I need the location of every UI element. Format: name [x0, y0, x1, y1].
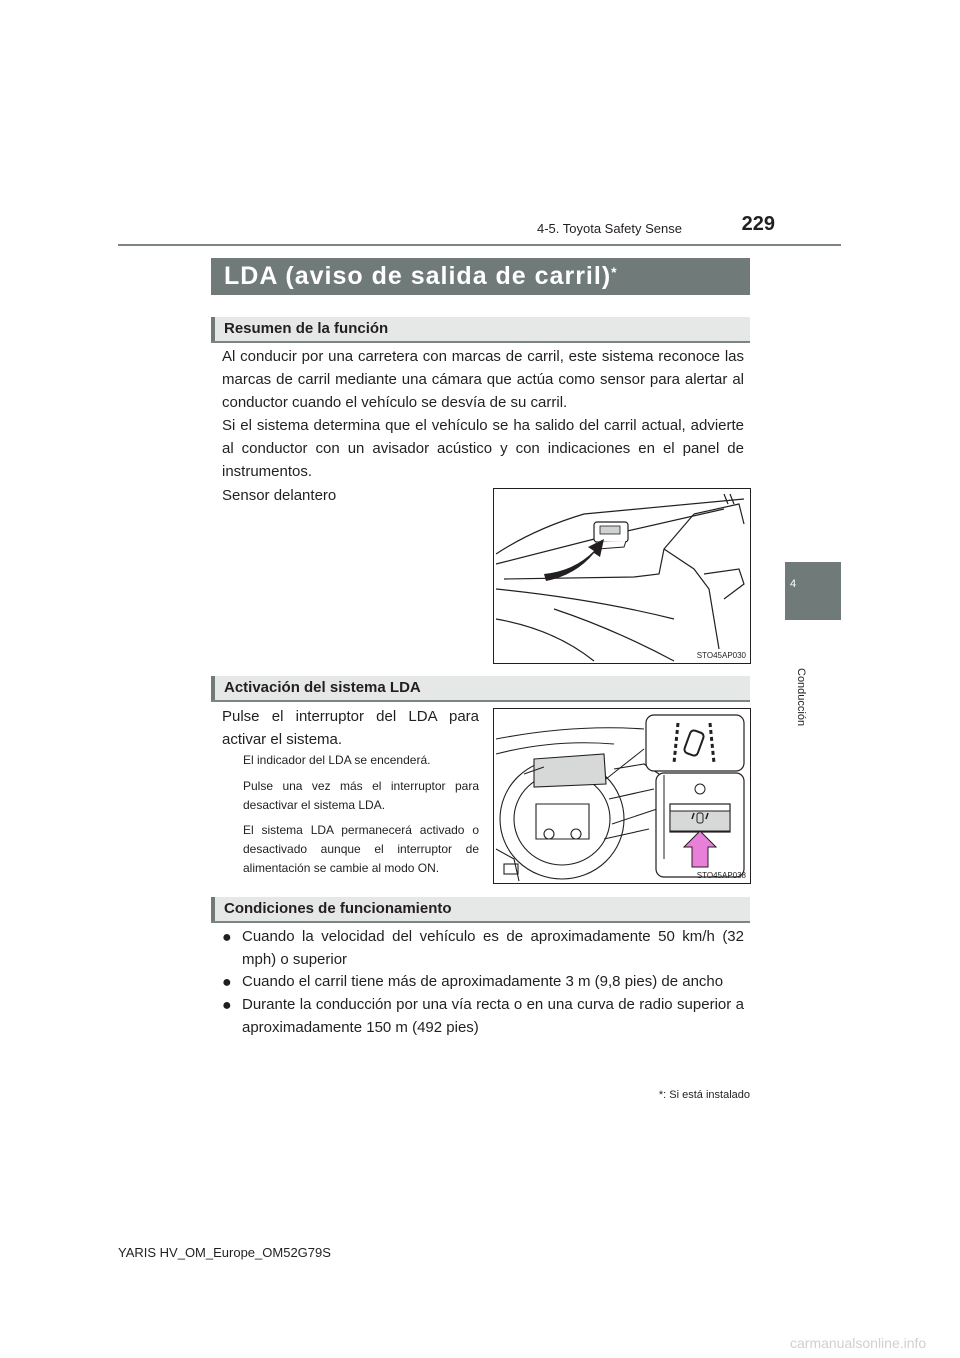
page-number: 229: [741, 213, 775, 235]
callout-line: [606, 749, 644, 779]
summary-paragraph-2: Si el sistema determina que el vehículo se ha salido del carril actual, advierte al conductor con un avisador acústico y con indicaciones en el panel de instrumentos.: [222, 417, 744, 480]
footnote-text: : Si está instalado: [663, 1089, 750, 1101]
lda-indicator-callout: [646, 715, 744, 771]
condition-bullet-2: [222, 970, 744, 993]
page-title-text: LDA (aviso de salida de carril): [224, 262, 612, 290]
figure-front-sensor: [493, 488, 751, 664]
activation-note-3: El sistema LDA permanecerá activado o desactivado aunque el interruptor de alimentación se cambie al modo ON.: [243, 823, 479, 875]
section-heading-text: Condiciones de funcionamiento: [224, 900, 452, 917]
document-id: YARIS HV_OM_Europe_OM52G79S: [118, 1245, 331, 1260]
section-heading-activation: [211, 676, 750, 702]
dashboard-illustration: [494, 709, 750, 883]
pointer-arrow: [544, 539, 604, 581]
header-rule: [118, 244, 841, 246]
lda-switch-callout: [656, 773, 744, 877]
title-asterisk: *: [611, 264, 618, 280]
watermark: carmanualsonline.info: [790, 1335, 927, 1351]
activation-instruction: Pulse el interruptor del LDA para activar el sistema.: [222, 708, 479, 748]
chapter-tab: [785, 562, 841, 620]
chapter-label: Conducción: [795, 668, 807, 727]
chapter-label-wrap: [793, 668, 813, 788]
summary-paragraph-1: Al conducir por una carretera con marcas de carril, este sistema reconoce las marcas de carril mediante una cámara que actúa como sensor para alertar al conductor cuando el vehículo se desvía de su carril.: [222, 348, 744, 411]
figure-id: STO45AP030: [696, 651, 746, 660]
footnote-marker: *: [658, 1089, 664, 1101]
bullet-dot: ●: [222, 974, 232, 991]
section-edge: [211, 676, 215, 700]
footnote: [560, 1089, 750, 1101]
callout-line: [612, 809, 657, 824]
header-section: 4-5. Toyota Safety Sense: [536, 221, 682, 236]
activation-note-2: Pulse una vez más el interruptor para desactivar el sistema LDA.: [243, 779, 479, 812]
condition-text: Cuando el carril tiene más de aproximadamente 3 m (9,8 pies) de ancho: [242, 973, 724, 990]
windshield-illustration: [494, 489, 750, 663]
bullet-dot: ●: [222, 929, 232, 946]
condition-bullet-3: [222, 993, 744, 1039]
section-heading-conditions: [211, 897, 750, 923]
page-title: [224, 262, 618, 291]
section-heading-summary: [211, 317, 750, 343]
section-edge: [211, 317, 215, 341]
section-edge: [211, 897, 215, 921]
chapter-number: 4: [789, 578, 797, 590]
bullet-dot: ●: [222, 997, 232, 1014]
condition-text: Cuando la velocidad del vehículo es de aproximadamente 50 km/h (32 mph) o superior: [242, 928, 744, 968]
sensor-label: Sensor delantero: [222, 487, 337, 504]
activation-note-1: El indicador del LDA se encenderá.: [243, 753, 431, 767]
figure-id: STO45AP038: [696, 871, 746, 880]
section-heading-text: Activación del sistema LDA: [224, 679, 421, 696]
figure-lda-switch: [493, 708, 751, 884]
condition-bullet-1: [222, 925, 744, 971]
section-heading-text: Resumen de la función: [224, 320, 389, 337]
condition-text: Durante la conducción por una vía recta o en una curva de radio superior a aproximadamente 150 m (492 pies): [242, 996, 744, 1036]
